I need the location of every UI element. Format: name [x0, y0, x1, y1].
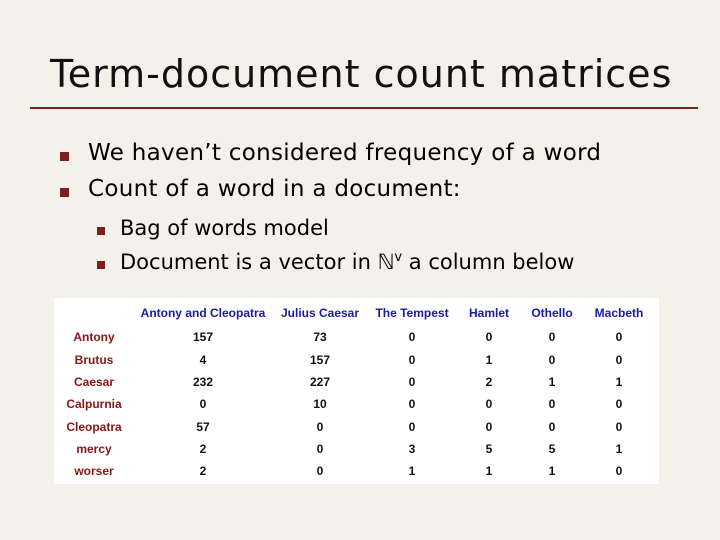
- matrix-cell: 57: [196, 420, 210, 434]
- matrix-cell: 0: [316, 420, 324, 434]
- column-header: Julius Caesar: [280, 306, 360, 320]
- sub-bullet-text: Bag of words model: [120, 216, 329, 240]
- matrix-cell: 4: [199, 353, 207, 367]
- row-header: Brutus: [74, 353, 114, 367]
- matrix-cell: 73: [313, 330, 327, 344]
- column-header: The Tempest: [375, 306, 449, 320]
- matrix-cell: 0: [615, 464, 623, 478]
- matrix-cell: 2: [199, 464, 207, 478]
- bullet-square-icon: [97, 261, 105, 269]
- matrix-cell: 0: [408, 420, 416, 434]
- matrix-cell: 0: [408, 375, 416, 389]
- bullet-text: We haven’t considered frequency of a word: [88, 140, 602, 166]
- row-header: Antony: [73, 330, 115, 344]
- matrix-cell: 157: [192, 330, 214, 344]
- column-header: Othello: [531, 306, 573, 320]
- matrix-cell: 0: [615, 397, 623, 411]
- matrix-cell: 3: [408, 442, 416, 456]
- matrix-cell: 0: [615, 420, 623, 434]
- column-header: Hamlet: [468, 306, 510, 320]
- bullet-item: [60, 176, 660, 206]
- matrix-cell: 1: [548, 464, 556, 478]
- sub-bullet-item: [97, 216, 657, 244]
- matrix-cell: 1: [615, 442, 623, 456]
- matrix-cell: 0: [408, 330, 416, 344]
- matrix-cell: 0: [199, 397, 207, 411]
- matrix-cell: 10: [313, 397, 327, 411]
- matrix-cell: 232: [192, 375, 214, 389]
- bullet-text: Count of a word in a document:: [88, 176, 461, 202]
- column-header: Macbeth: [594, 306, 644, 320]
- matrix-cell: 1: [408, 464, 416, 478]
- sub-bullet-text: a column below: [408, 250, 575, 274]
- bullet-square-icon: [60, 152, 69, 161]
- term-document-matrix: [54, 298, 659, 484]
- title-divider: [30, 107, 698, 109]
- matrix-cell: 0: [615, 330, 623, 344]
- sub-bullet-text: Document is a vector in ℕ: [120, 250, 395, 274]
- matrix-cell: 2: [199, 442, 207, 456]
- matrix-cell: 5: [548, 442, 556, 456]
- row-header: Cleopatra: [66, 420, 122, 434]
- matrix-cell: 2: [485, 375, 493, 389]
- matrix-cell: 227: [309, 375, 331, 389]
- matrix-cell: 0: [316, 464, 324, 478]
- matrix-cell: 0: [408, 353, 416, 367]
- matrix-cell: 0: [548, 397, 556, 411]
- matrix-cell: 0: [485, 420, 493, 434]
- sub-bullet-text-group: [120, 250, 574, 274]
- row-header: Calpurnia: [66, 397, 122, 411]
- superscript: v: [394, 250, 403, 265]
- matrix-cell: 1: [485, 353, 493, 367]
- matrix-cell: 0: [548, 353, 556, 367]
- matrix-cell: 0: [548, 330, 556, 344]
- matrix-cell: 0: [615, 353, 623, 367]
- row-header: mercy: [76, 442, 112, 456]
- matrix-cell: 0: [485, 397, 493, 411]
- bullet-item: [60, 140, 660, 170]
- matrix-cell: 157: [309, 353, 331, 367]
- matrix-cell: 1: [485, 464, 493, 478]
- bullet-square-icon: [60, 188, 69, 197]
- matrix-cell: 5: [485, 442, 493, 456]
- slide-title: Term-document count matrices: [50, 52, 673, 96]
- row-header: worser: [74, 464, 114, 478]
- matrix-cell: 1: [548, 375, 556, 389]
- row-header: Caesar: [73, 375, 115, 389]
- column-header: Antony and Cleopatra: [140, 306, 266, 320]
- matrix-cell: 1: [615, 375, 623, 389]
- matrix-cell: 0: [548, 420, 556, 434]
- matrix-cell: 0: [408, 397, 416, 411]
- bullet-square-icon: [97, 227, 105, 235]
- sub-bullet-item: [97, 250, 657, 278]
- matrix-cell: 0: [316, 442, 324, 456]
- matrix-cell: 0: [485, 330, 493, 344]
